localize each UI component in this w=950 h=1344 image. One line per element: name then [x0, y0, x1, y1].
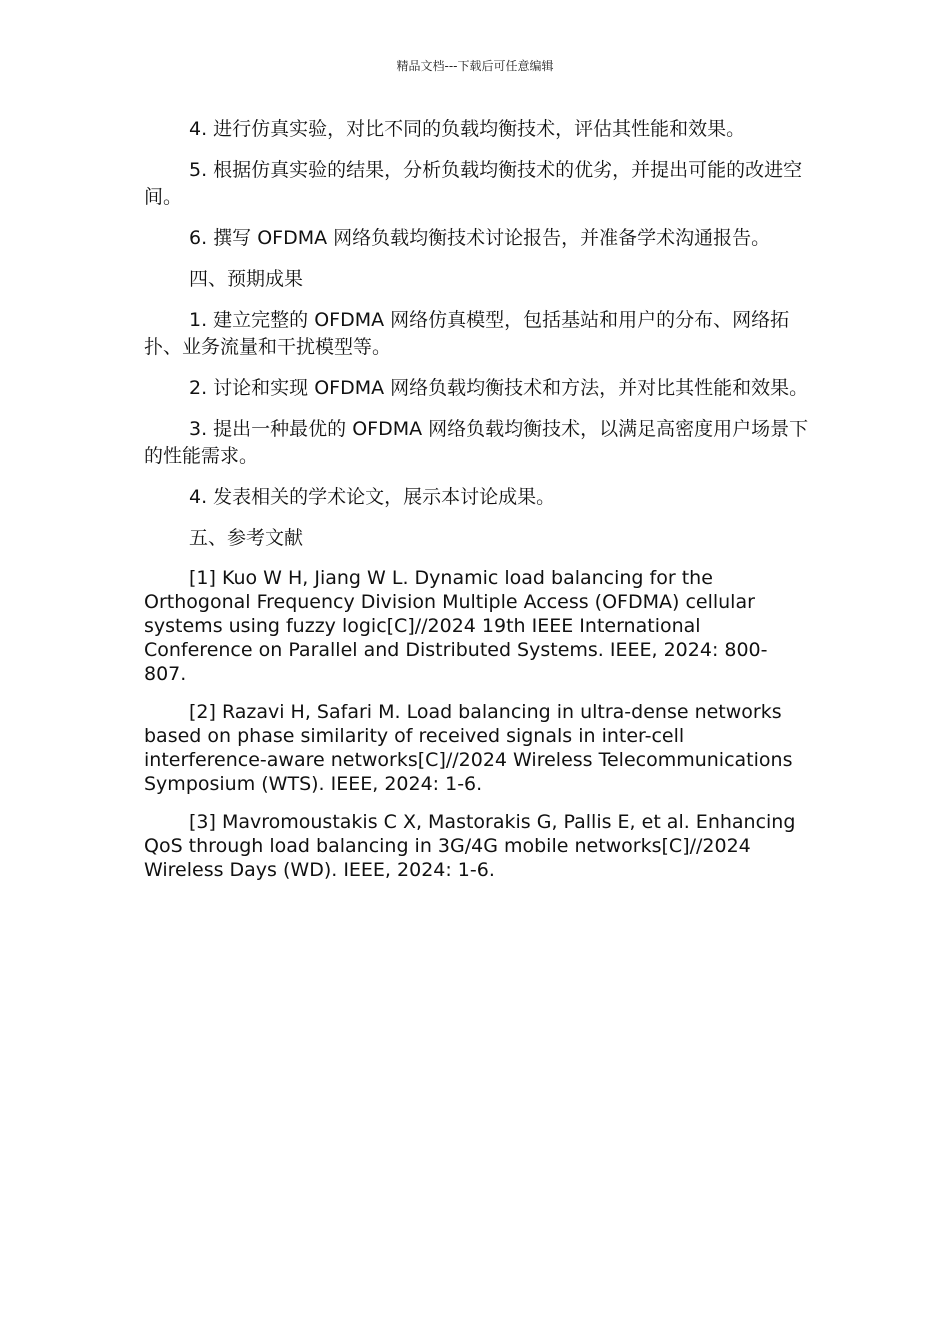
- result-4-paragraph: 4. 发表相关的学术论文，展示本讨论成果。: [189, 486, 556, 508]
- step-5-paragraph: 5. 根据仿真实验的结果，分析负载均衡技术的优劣，并提出可能的改进空间。: [144, 159, 803, 208]
- section-heading-references: 五、参考文献: [189, 527, 304, 549]
- result-3-paragraph: 3. 提出一种最优的 OFDMA 网络负载均衡技术，以满足高密度用户场景下的性能需求。: [144, 418, 809, 467]
- section-heading-expected-results: 四、预期成果: [189, 268, 304, 290]
- reference-3: [3] Mavromoustakis C X, Mastorakis G, Pallis E, et al. Enhancing QoS through load balancing in 3G/4G mobile networks[C]//2024 Wireless Days (WD). IEEE, 2024: 1-6.: [144, 811, 796, 881]
- step-4-paragraph: 4. 进行仿真实验，对比不同的负载均衡技术，评估其性能和效果。: [189, 118, 746, 140]
- step-6-paragraph: 6. 撰写 OFDMA 网络负载均衡技术讨论报告，并准备学术沟通报告。: [189, 227, 771, 249]
- result-2-paragraph: 2. 讨论和实现 OFDMA 网络负载均衡技术和方法，并对比其性能和效果。: [189, 377, 809, 399]
- reference-2: [2] Razavi H, Safari M. Load balancing in ultra-dense networks based on phase similarity of received signals in inter-cell interference-aware networks[C]//2024 Wireless Telecommunications Symposium (WTS). IEEE, 2024: 1-6.: [144, 701, 793, 795]
- page-header: 精品文档---下载后可任意编辑: [396, 59, 554, 73]
- result-1-paragraph: 1. 建立完整的 OFDMA 网络仿真模型，包括基站和用户的分布、网络拓扑、业务流量和干扰模型等。: [144, 309, 790, 358]
- reference-1: [1] Kuo W H, Jiang W L. Dynamic load balancing for the Orthogonal Frequency Division Multiple Access (OFDMA) cellular systems using fuzzy logic[C]//2024 19th IEEE International Conference on Parallel and Distributed Systems. IEEE, 2024: 800-807.: [144, 567, 768, 685]
- document-body: [144, 116, 809, 896]
